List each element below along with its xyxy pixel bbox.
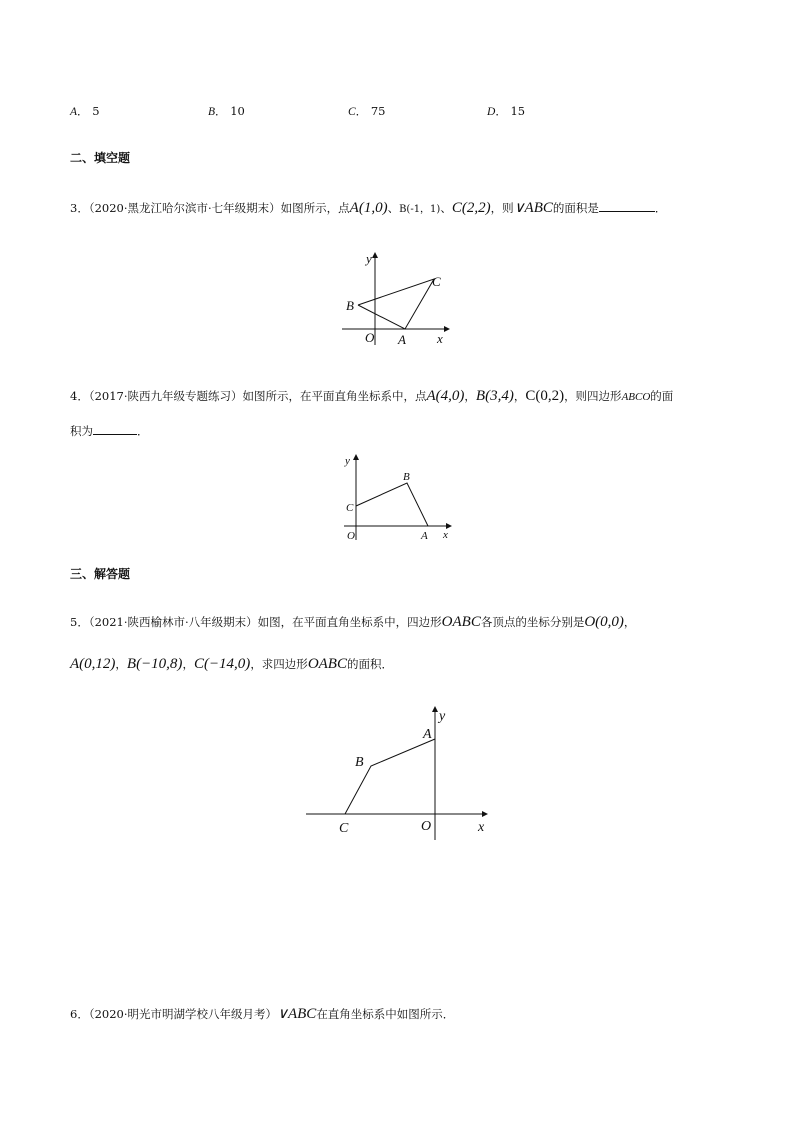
question-source: （2017·陕西九年级专题练习） xyxy=(88,389,243,403)
label-b: B xyxy=(346,298,354,313)
label-o: O xyxy=(347,530,355,542)
question-5-line2: A(0,12)，B(−10,8)，C(−14,0)，求四边形OABC的面积． xyxy=(70,656,393,672)
point-a: A(1,0) xyxy=(349,200,388,216)
label-c: C xyxy=(339,821,349,836)
choice-a: A． 5 xyxy=(70,104,100,118)
question-source: （2021·陕西榆林市·八年级期末） xyxy=(88,615,258,629)
question-6: 6．（2020·明光市明湖学校八年级月考）∨ABC在直角坐标系中如图所示． xyxy=(70,1006,455,1022)
label-x: x xyxy=(437,331,443,346)
question-source: （2020·黑龙江哈尔滨市·七年级期末） xyxy=(88,201,281,215)
label-x: x xyxy=(443,529,448,541)
label-o: O xyxy=(365,330,375,345)
q4-figure xyxy=(334,450,458,546)
point-c: C(0,2) xyxy=(525,388,565,404)
label-y: y xyxy=(345,455,350,467)
label-c: C xyxy=(432,274,441,289)
answer-blank xyxy=(93,434,137,435)
quad-name: OABC xyxy=(441,614,481,630)
q3-figure xyxy=(330,250,460,350)
question-number: 4 xyxy=(70,389,78,403)
q5-figure xyxy=(300,700,500,845)
section-heading-solve: 三、解答题 xyxy=(70,567,131,581)
triangle-symbol: ∨ABC xyxy=(513,200,553,216)
choice-d: D． 15 xyxy=(487,104,526,118)
point-b: B(−10,8) xyxy=(126,656,183,672)
quad-name: OABC xyxy=(307,656,347,672)
y-axis-arrow-icon xyxy=(432,706,438,712)
point-o: O(0,0) xyxy=(584,614,624,630)
label-y: y xyxy=(439,709,446,724)
quad-abco xyxy=(356,483,428,526)
quad-name: ABCO xyxy=(621,391,651,403)
label-o: O xyxy=(421,819,432,834)
section-heading-fill-blank: 二、填空题 xyxy=(70,151,131,165)
point-b: B(-1，1) xyxy=(399,204,441,215)
question-number: 6 xyxy=(70,1007,78,1021)
label-a: A xyxy=(421,530,428,542)
quad-oabc xyxy=(345,739,435,814)
label-b: B xyxy=(403,471,410,483)
label-a: A xyxy=(398,332,406,347)
question-number: 3 xyxy=(70,201,78,215)
point-a: A(0,12) xyxy=(70,656,116,672)
question-4-line2: 积为 ． xyxy=(70,424,149,438)
point-a: A(4,0) xyxy=(426,388,465,404)
point-b: B(3,4) xyxy=(475,388,514,404)
triangle-abc xyxy=(358,279,434,329)
y-axis-arrow-icon xyxy=(372,252,378,258)
question-number: 5 xyxy=(70,615,78,629)
answer-blank xyxy=(599,211,655,212)
x-axis-arrow-icon xyxy=(444,326,450,332)
label-x: x xyxy=(478,820,485,835)
question-4: 4．（2017·陕西九年级专题练习）如图所示，在平面直角坐标系中，点A(4,0)，B(3,4)，C(0,2)，则四边形ABCO的面 xyxy=(70,388,674,404)
label-a: A xyxy=(423,727,432,742)
point-c: C(2,2) xyxy=(451,200,491,216)
label-c: C xyxy=(346,502,354,514)
label-y: y xyxy=(366,251,372,266)
triangle-symbol: ∨ABC xyxy=(277,1006,317,1022)
point-c: C(−14,0) xyxy=(193,656,251,672)
question-3: 3．（2020·黑龙江哈尔滨市·七年级期末）如图所示，点A(1,0)、B(-1，1)、C(2,2)，则∨ABC的面积是 ． xyxy=(70,200,667,216)
label-b: B xyxy=(355,755,364,770)
choice-c: C． 75 xyxy=(348,104,386,118)
x-axis-arrow-icon xyxy=(482,811,488,817)
question-source: （2020·明光市明湖学校八年级月考） xyxy=(88,1007,277,1021)
y-axis-arrow-icon xyxy=(353,454,359,460)
question-5: 5．（2021·陕西榆林市·八年级期末）如图，在平面直角坐标系中，四边形OABC各顶点的坐标分别是O(0,0)， xyxy=(70,614,636,630)
choice-b: B． 10 xyxy=(208,104,245,118)
